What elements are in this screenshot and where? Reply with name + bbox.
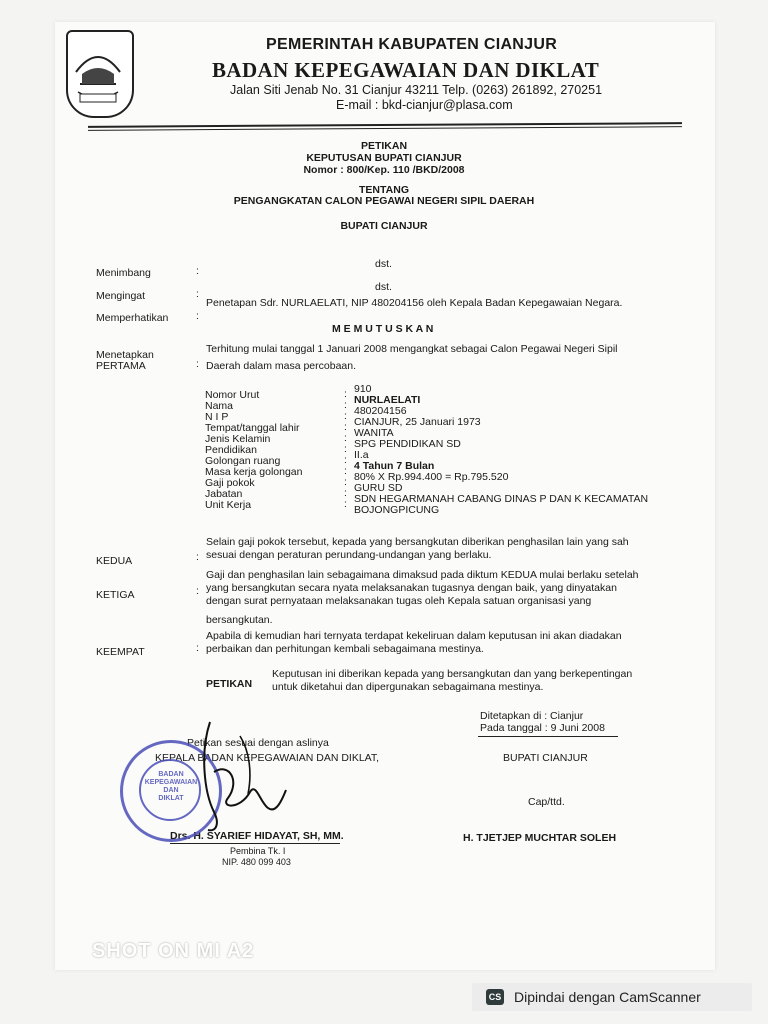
colon: : <box>344 388 347 400</box>
memperhatikan-value: Penetapan Sdr. NURLAELATI, NIP 480204156 oleh Kepala Badan Kepegawaian Negara. <box>206 297 623 309</box>
camscanner-icon: CS <box>486 989 504 1005</box>
colon: : <box>344 454 347 466</box>
kedua-label: KEDUA <box>96 555 133 567</box>
title-bupati: BUPATI CIANJUR <box>340 220 428 232</box>
field-value: 80% X Rp.994.400 = Rp.795.520 <box>354 471 509 483</box>
handwritten-signature <box>190 712 300 842</box>
keempat-label: KEEMPAT <box>96 646 145 658</box>
menimbang-value: dst. <box>375 258 392 270</box>
title-nomor: Nomor : 800/Kep. 110 /BKD/2008 <box>303 164 465 176</box>
title-tentang: TENTANG <box>359 184 409 196</box>
colon: : <box>344 421 347 433</box>
stamp-line1: BADAN <box>158 771 184 778</box>
field-label: Jenis Kelamin <box>205 433 271 445</box>
keempat-line1: Apabila di kemudian hari ternyata terdapat kekeliruan dalam keputusan ini akan diadakan <box>206 630 622 642</box>
field-label: Nomor Urut <box>205 389 260 401</box>
petikan-note-line1: Keputusan ini diberikan kepada yang bersangkutan dan yang berkepentingan <box>272 668 633 680</box>
agency-email: E-mail : bkd-cianjur@plasa.com <box>336 98 513 112</box>
field-value: 480204156 <box>354 405 407 417</box>
ketiga-line2: yang bersangkutan secara nyata melaksanakan tugasnya dengan baik, yang dinyatakan <box>206 582 617 594</box>
field-value: 4 Tahun 7 Bulan <box>354 460 435 472</box>
stamp-line2: KEPEGAWAIAN <box>144 779 198 786</box>
kepala-name-underline <box>170 843 340 844</box>
kedua-line1: Selain gaji pokok tersebut, kepada yang bersangkutan diberikan penghasilan lain yang sah <box>206 536 629 548</box>
field-value: SDN HEGARMANAH CABANG DINAS P DAN K KECAMATAN <box>354 493 649 505</box>
mengingat-label: Mengingat <box>96 290 146 302</box>
stamp-line4: DIKLAT <box>158 795 184 802</box>
field-value: SPG PENDIDIKAN SD <box>354 438 461 450</box>
certified-copy-note: Petikan sesuai dengan aslinya <box>187 737 329 749</box>
pertama-text-line2: Daerah dalam masa percobaan. <box>206 360 357 372</box>
title-keputusan: KEPUTUSAN BUPATI CIANJUR <box>306 152 462 164</box>
keempat-line2: perbaikan dan perhitungan kembali sebagaimana mestinya. <box>206 643 484 655</box>
pertama-text-line1: Terhitung mulai tanggal 1 Januari 2008 mengangkat sebagai Calon Pegawai Negeri Sipil <box>206 343 618 355</box>
field-value: WANITA <box>354 427 394 439</box>
field-label: Golongan ruang <box>205 455 281 467</box>
ditetapkan-date: Pada tanggal : 9 Juni 2008 <box>480 722 605 734</box>
kepala-rank: Pembina Tk. I <box>230 846 286 856</box>
regency-logo <box>66 30 134 118</box>
field-label: N I P <box>205 411 229 423</box>
menimbang-label: Menimbang <box>96 267 151 279</box>
colon: : <box>344 443 347 455</box>
field-label: Masa kerja golongan <box>205 466 303 478</box>
camscanner-badge <box>472 983 752 1011</box>
agency-address: Jalan Siti Jenab No. 31 Cianjur 43211 Telp. (0263) 261892, 270251 <box>230 83 603 97</box>
petikan-note-line2: untuk diketahui dan dipergunakan sebagaimana mestinya. <box>272 681 544 693</box>
mengingat-value: dst. <box>375 281 392 293</box>
field-value: II.a <box>354 449 369 461</box>
field-label: Jabatan <box>205 488 243 500</box>
ketiga-line4: bersangkutan. <box>206 614 273 626</box>
colon: : <box>344 399 347 411</box>
field-label: Gaji pokok <box>205 477 255 489</box>
colon: : <box>196 358 199 370</box>
camera-watermark: SHOT ON MI A2 <box>92 940 255 962</box>
colon: : <box>344 498 347 510</box>
memutuskan-heading: M E M U T U S K A N <box>332 323 434 335</box>
colon: : <box>344 410 347 422</box>
menetapkan-label: Menetapkan <box>96 349 154 361</box>
government-name: PEMERINTAH KABUPATEN CIANJUR <box>266 36 558 53</box>
agency-name: BADAN KEPEGAWAIAN DAN DIKLAT <box>212 58 600 82</box>
colon: : <box>196 288 199 300</box>
pertama-label: PERTAMA <box>96 360 146 372</box>
field-value: NURLAELATI <box>354 394 421 406</box>
date-underline <box>478 736 618 737</box>
colon: : <box>344 432 347 444</box>
colon: : <box>196 642 199 654</box>
colon: : <box>196 310 199 322</box>
colon: : <box>196 585 199 597</box>
kepala-nip: NIP. 480 099 403 <box>222 857 291 867</box>
kepala-name: Drs. H. SYARIEF HIDAYAT, SH, MM. <box>170 830 344 842</box>
field-label: Nama <box>205 400 234 412</box>
memperhatikan-label: Memperhatikan <box>96 312 169 324</box>
stamp-line3: DAN <box>163 787 179 794</box>
ketiga-label: KETIGA <box>96 589 135 601</box>
colon: : <box>344 476 347 488</box>
ketiga-line1: Gaji dan penghasilan lain sebagaimana dimaksud pada diktum KEDUA mulai berlaku setelah <box>206 569 639 581</box>
title-subject: PENGANGKATAN CALON PEGAWAI NEGERI SIPIL DAERAH <box>233 195 535 207</box>
field-value: GURU SD <box>354 482 403 494</box>
cap-ttd: Cap/ttd. <box>528 796 565 808</box>
ketiga-line3: dengan surat pernyataan melaksanakan tugas oleh Kepala satuan organisasi yang <box>206 595 592 607</box>
field-label: Unit Kerja <box>205 499 252 511</box>
kepala-title: KEPALA BADAN KEPEGAWAIAN DAN DIKLAT, <box>155 752 380 764</box>
field-value: BOJONGPICUNG <box>354 504 440 516</box>
field-label: Tempat/tanggal lahir <box>205 422 300 434</box>
field-value: CIANJUR, 25 Januari 1973 <box>354 416 481 428</box>
colon: : <box>196 551 199 563</box>
field-value: 910 <box>354 383 372 395</box>
camscanner-label: Dipindai dengan CamScanner <box>514 989 701 1005</box>
petikan-note-label: PETIKAN <box>206 678 253 690</box>
kedua-line2: sesuai dengan peraturan perundang-undangan yang berlaku. <box>206 549 492 561</box>
colon: : <box>196 265 199 277</box>
ditetapkan-place: Ditetapkan di : Cianjur <box>480 710 584 722</box>
title-petikan: PETIKAN <box>360 140 408 152</box>
field-label: Pendidikan <box>205 444 257 456</box>
bupati-title: BUPATI CIANJUR <box>503 752 588 764</box>
colon: : <box>344 487 347 499</box>
bupati-name: H. TJETJEP MUCHTAR SOLEH <box>463 832 617 844</box>
colon: : <box>344 465 347 477</box>
